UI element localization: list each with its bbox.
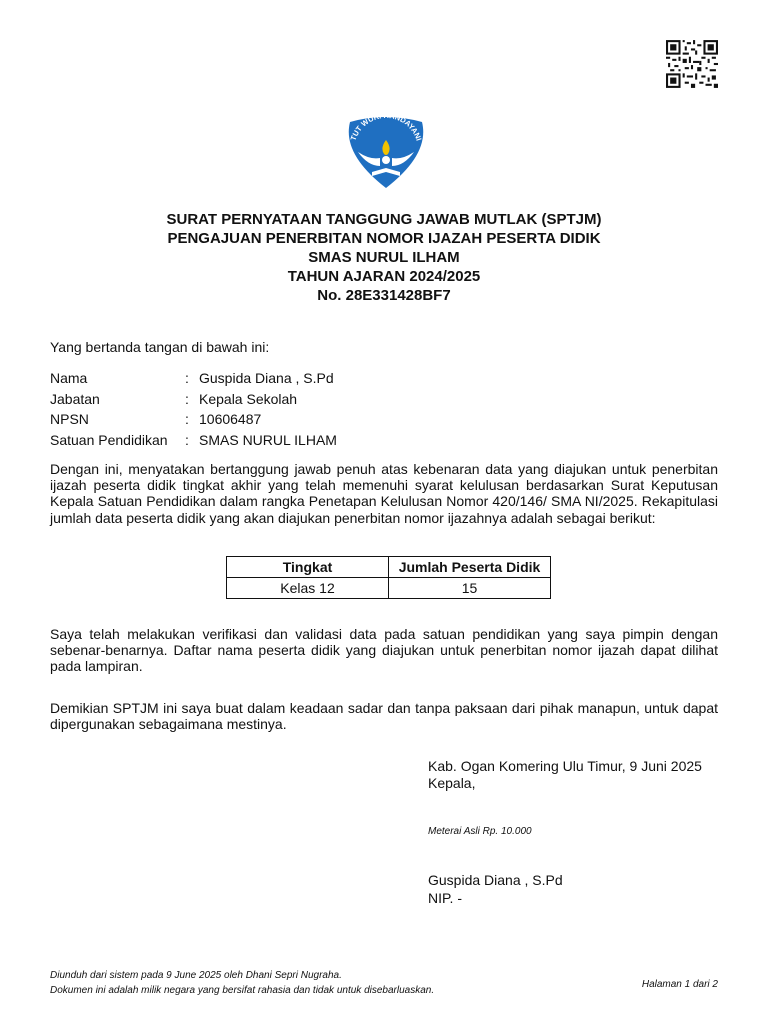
signer-nip: NIP. -: [428, 890, 462, 906]
colon: :: [185, 370, 189, 386]
recap-table: [226, 556, 551, 599]
table-cell: 15: [389, 578, 551, 599]
qr-code: [666, 40, 718, 88]
table-header: Tingkat: [227, 557, 389, 578]
identity-row-jabatan: [50, 389, 337, 410]
table-row: [227, 578, 551, 599]
title-line-2: PENGAJUAN PENERBITAN NOMOR IJAZAH PESERTA DIDIK: [167, 230, 601, 247]
document-number: No. 28E331428BF7: [317, 287, 451, 304]
identity-label: NPSN: [50, 411, 89, 427]
identity-row-npsn: [50, 409, 337, 430]
title-line-4: TAHUN AJARAN 2024/2025: [287, 268, 481, 285]
colon: :: [185, 431, 189, 448]
logo-motto: TUT WURI HANDAYANI: [348, 110, 424, 142]
colon: :: [185, 390, 189, 407]
statement-paragraph: Dengan ini, menyatakan bertanggung jawab penuh atas kebenaran data yang diajukan untuk penerbitan ijazah peserta didik tingkat akhir yang telah memenuhi syarat kelulusan berdasarkan Surat Keputusan Kepala Satuan Pendidikan dalam rangka Penetapan Kelulusan Nomor 420/146/ SMA NI/2025. Rekapitulasi jumlah data peserta didik yang akan diajukan penerbitan nomor ijazahnya adalah sebagai berikut:: [50, 461, 718, 526]
identity-value: SMAS NURUL ILHAM: [199, 431, 337, 448]
footer-confidential-note: Dokumen ini adalah milik negara yang bersifat rahasia dan tidak untuk disebarluaskan.: [50, 985, 435, 996]
table-header: Jumlah Peserta Didik: [389, 557, 551, 578]
tut-wuri-handayani-logo: [340, 110, 432, 190]
colon: :: [185, 411, 189, 427]
identity-block: [50, 368, 337, 450]
table-cell: Kelas 12: [227, 578, 389, 599]
footer-note: [50, 968, 434, 998]
identity-label: Nama: [50, 370, 88, 386]
signer-role: Kepala,: [428, 775, 476, 791]
closing-paragraph: Demikian SPTJM ini saya buat dalam keadaan sadar dan tanpa paksaan dari pihak manapun, untuk dapat dipergunakan sebagaimana mestinya.: [50, 700, 718, 733]
stamp-duty-note: Meterai Asli Rp. 10.000: [428, 826, 532, 837]
identity-label: Jabatan: [50, 390, 100, 407]
identity-row-nama: [50, 368, 337, 389]
document-title: [0, 210, 768, 305]
identity-row-satuan-pendidikan: [50, 430, 337, 451]
verification-paragraph: Saya telah melakukan verifikasi dan validasi data pada satuan pendidikan yang saya pimpin dengan sebenar-benarnya. Daftar nama peserta didik yang diajukan untuk penerbitan nomor ijazah dapat dilihat pada lampiran.: [50, 626, 718, 675]
place-date: Kab. Ogan Komering Ulu Timur, 9 Juni 2025: [428, 758, 702, 774]
identity-value: Guspida Diana , S.Pd: [199, 370, 334, 386]
identity-value: 10606487: [199, 411, 262, 427]
page-number: Halaman 1 dari 2: [641, 979, 718, 990]
identity-label: Satuan Pendidikan: [50, 431, 168, 448]
intro-text: Yang bertanda tangan di bawah ini:: [50, 339, 270, 355]
title-line-1: SURAT PERNYATAAN TANGGUNG JAWAB MUTLAK (SPTJM): [166, 211, 602, 228]
identity-value: Kepala Sekolah: [199, 390, 298, 407]
footer-download-info: Diunduh dari sistem pada 9 June 2025 oleh Dhani Sepri Nugraha.: [50, 970, 342, 981]
signer-name: Guspida Diana , S.Pd: [428, 872, 563, 888]
table-header-row: [227, 557, 551, 578]
title-line-3: SMAS NURUL ILHAM: [308, 249, 460, 266]
